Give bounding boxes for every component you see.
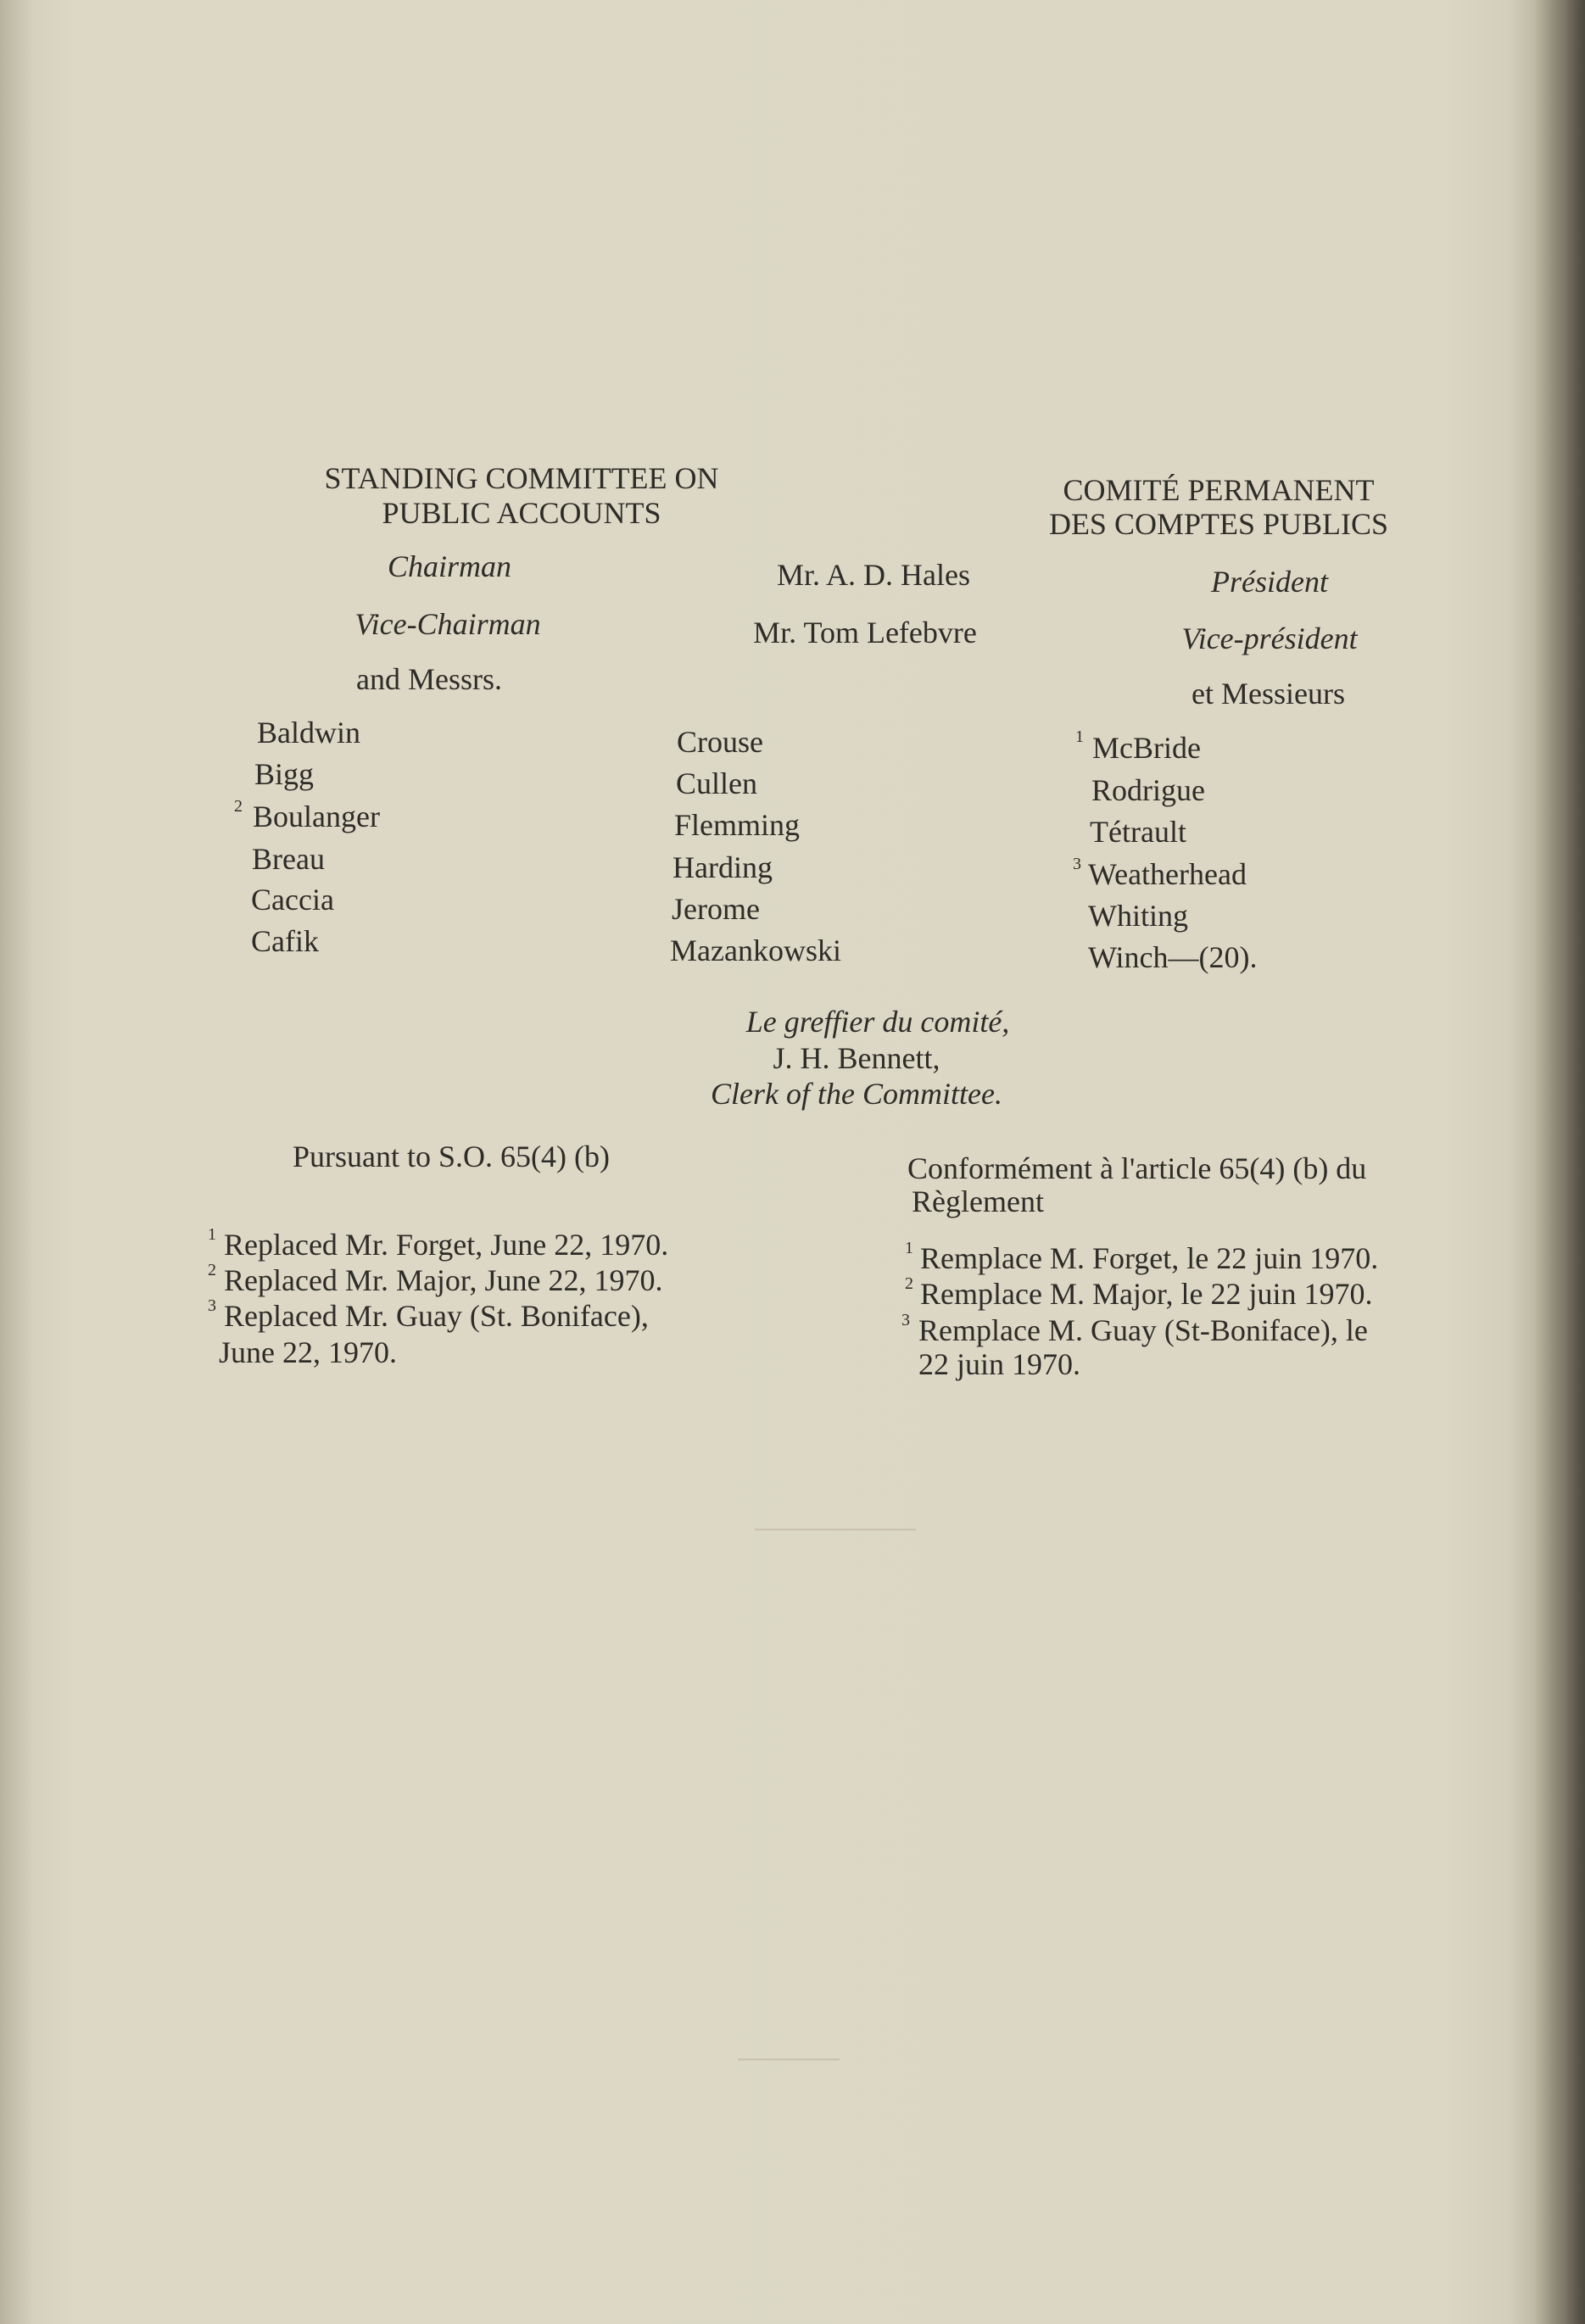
pursuant-en: Pursuant to S.O. 65(4) (b): [293, 1140, 610, 1173]
member-name: Tétrault: [1090, 815, 1186, 849]
member-name: Crouse: [677, 725, 763, 759]
fr-title-line1: COMITÉ PERMANENT: [1063, 473, 1375, 507]
footnote-en-1: Replaced Mr. Forget, June 22, 1970.: [224, 1228, 669, 1262]
footnote-mark: 3: [1073, 855, 1081, 873]
pursuant-fr-line2: Règlement: [912, 1184, 1044, 1218]
member-name: McBride: [1092, 731, 1201, 765]
member-name: Jerome: [672, 892, 760, 926]
clerk-name: J. H. Bennett,: [773, 1041, 940, 1075]
footnote-fr-3-cont: 22 juin 1970.: [918, 1347, 1081, 1381]
et-messieurs: et Messieurs: [1192, 677, 1345, 711]
footnote-fr-2: Remplace M. Major, le 22 juin 1970.: [920, 1277, 1373, 1311]
divider-rule: [755, 1529, 916, 1530]
member-name: Rodrigue: [1091, 773, 1205, 807]
member-name: Baldwin: [257, 716, 360, 750]
footnote-fr-3: Remplace M. Guay (St-Boniface), le: [918, 1313, 1368, 1347]
fr-title-line2: DES COMPTES PUBLICS: [1048, 507, 1389, 541]
vice-chairman-name: Mr. Tom Lefebvre: [753, 616, 977, 649]
footnote-mark: 3: [901, 1311, 910, 1329]
chairman-name: Mr. A. D. Hales: [777, 558, 970, 592]
member-name: Cullen: [676, 766, 757, 800]
footnote-mark: 1: [905, 1239, 913, 1257]
member-name: Bigg: [254, 757, 315, 791]
member-name: Winch—(20).: [1088, 940, 1258, 974]
clerk-en-line: Clerk of the Committee.: [711, 1077, 1002, 1111]
divider-rule: [738, 2059, 840, 2060]
vice-chairman-label: Vice-Chairman: [354, 607, 541, 641]
member-name: Boulanger: [253, 800, 380, 833]
footnote-en-2: Replaced Mr. Major, June 22, 1970.: [224, 1263, 663, 1297]
clerk-fr-line: Le greffier du comité,: [745, 1005, 1010, 1039]
member-name: Weatherhead: [1088, 857, 1247, 891]
member-name: Mazankowski: [670, 934, 841, 967]
member-name: Harding: [673, 850, 773, 884]
footnote-mark: 2: [905, 1274, 913, 1293]
chairman-label: Chairman: [387, 549, 512, 583]
member-name: Whiting: [1088, 899, 1188, 933]
member-name: Cafik: [251, 924, 319, 958]
binding-shadow: [1534, 0, 1585, 2324]
en-title-line2: PUBLIC ACCOUNTS: [382, 496, 661, 530]
footnote-fr-1: Remplace M. Forget, le 22 juin 1970.: [920, 1241, 1379, 1275]
footnote-en-3-cont: June 22, 1970.: [219, 1335, 397, 1369]
member-name: Caccia: [251, 883, 334, 917]
vice-president-label: Vice-président: [1181, 621, 1358, 655]
member-name: Flemming: [674, 808, 801, 842]
footnote-mark: 2: [234, 797, 243, 816]
president-label: Président: [1211, 565, 1328, 599]
footnote-mark: 1: [1075, 727, 1084, 746]
member-name: Breau: [252, 842, 325, 876]
footnote-mark: 3: [208, 1296, 216, 1315]
and-messrs: and Messrs.: [356, 662, 502, 696]
footnote-mark: 1: [208, 1225, 216, 1244]
footnote-mark: 2: [208, 1261, 216, 1279]
footnote-en-3: Replaced Mr. Guay (St. Boniface),: [224, 1299, 649, 1333]
en-title-line1: STANDING COMMITTEE ON: [324, 461, 719, 495]
pursuant-fr-line1: Conformément à l'article 65(4) (b) du: [907, 1151, 1367, 1185]
